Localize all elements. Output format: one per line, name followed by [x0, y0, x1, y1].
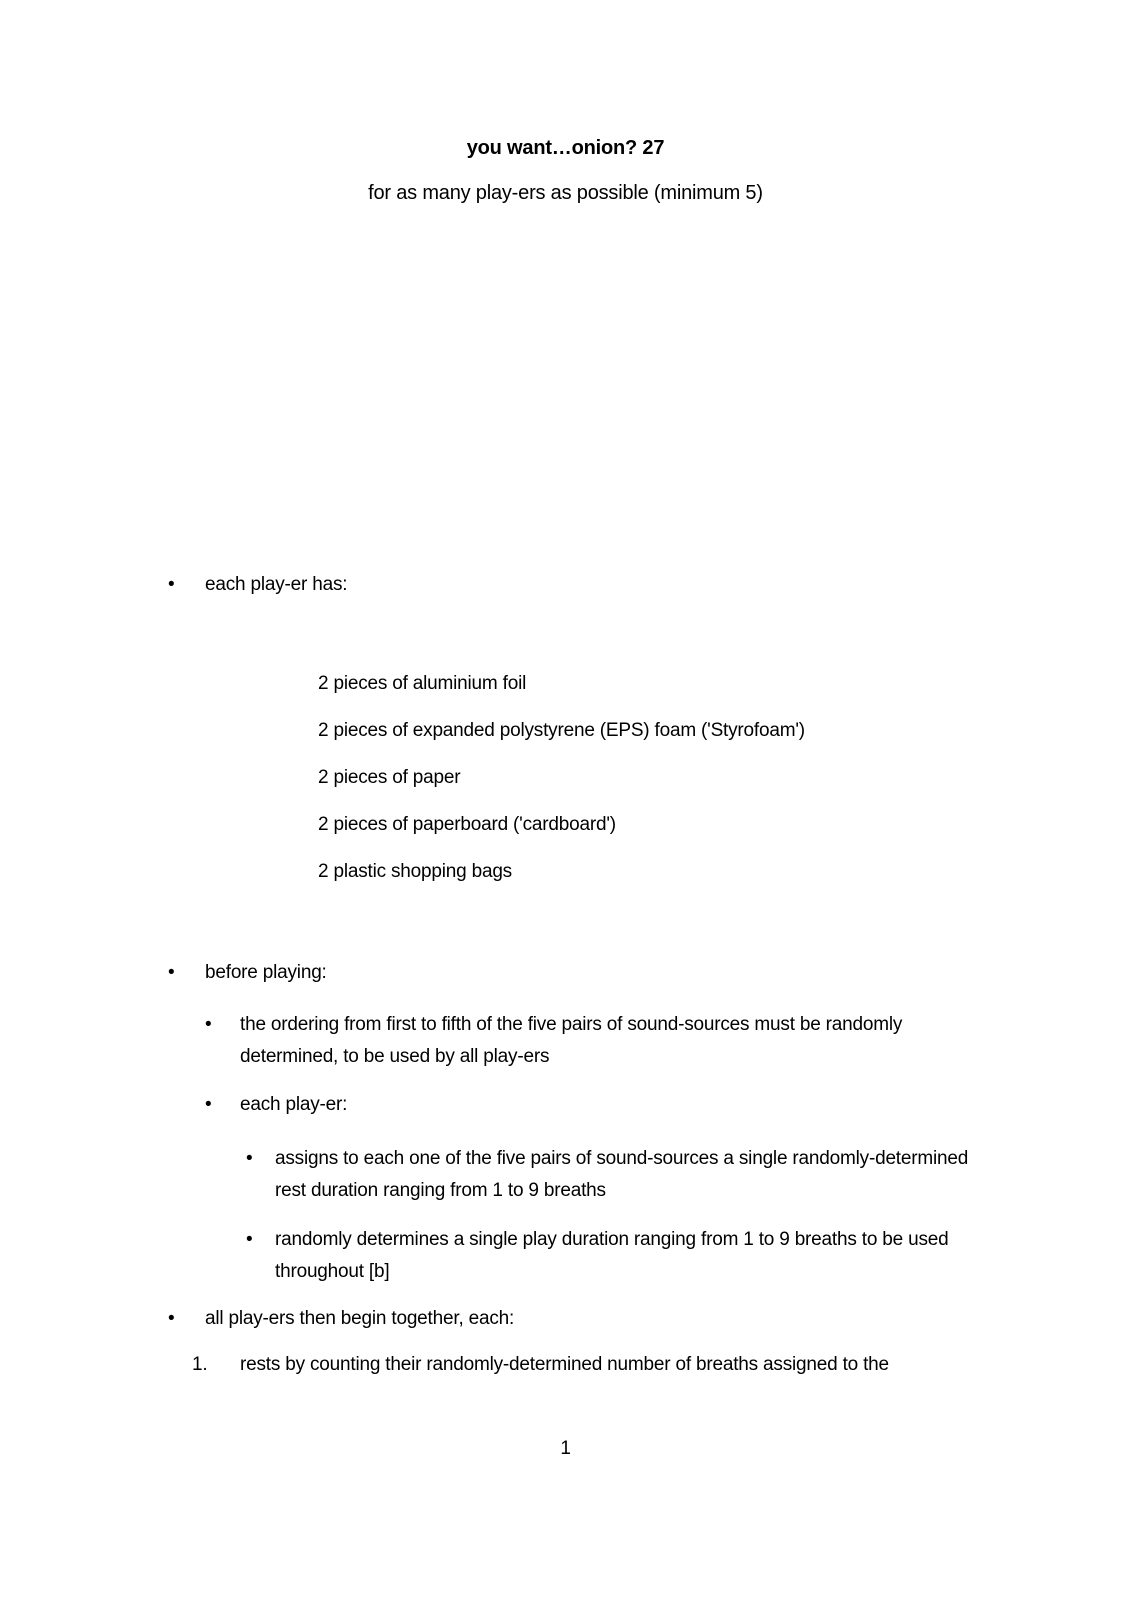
- bullet-item-text: [275, 1143, 968, 1207]
- material-item: 2 plastic shopping bags: [318, 861, 512, 882]
- page-title: you want…onion? 27: [466, 137, 665, 159]
- list-number: 1.: [192, 1354, 208, 1375]
- bullet-icon: •: [246, 1229, 253, 1250]
- bullet-item-text: [275, 1224, 948, 1288]
- text-line: determined, to be used by all play-ers: [240, 1046, 550, 1067]
- bullet-item-each-player: [205, 1089, 347, 1121]
- bullet-icon: •: [205, 1094, 212, 1115]
- material-item: 2 pieces of expanded polystyrene (EPS) foam ('Styrofoam'): [318, 720, 805, 741]
- text-line: randomly determines a single play duration ranging from 1 to 9 breaths to be used: [275, 1229, 949, 1250]
- bullet-icon: •: [246, 1148, 253, 1169]
- text-line: throughout [b]: [275, 1261, 390, 1282]
- material-item: 2 pieces of aluminium foil: [318, 673, 527, 694]
- text-line: the ordering from first to fifth of the five pairs of sound-sources must be randomly: [240, 1014, 903, 1035]
- bullet-item-label: all play-ers then begin together, each:: [205, 1308, 515, 1329]
- bullet-item-each-player-has: [168, 569, 347, 601]
- bullet-item-text: [240, 1009, 902, 1073]
- text-line: assigns to each one of the five pairs of sound-sources a single randomly-determined: [275, 1148, 969, 1169]
- bullet-item-play-duration: [246, 1224, 948, 1288]
- page-subtitle: for as many play-ers as possible (minimum 5): [368, 182, 763, 204]
- material-item: 2 pieces of paper: [318, 767, 461, 788]
- bullet-icon: •: [205, 1014, 212, 1035]
- bullet-item-assigns: [246, 1143, 968, 1207]
- bullet-icon: •: [168, 574, 175, 595]
- material-item: 2 pieces of paperboard ('cardboard'): [318, 814, 616, 835]
- bullet-item-label: each play-er has:: [205, 574, 348, 595]
- bullet-icon: •: [168, 962, 175, 983]
- bullet-item-label: each play-er:: [240, 1094, 348, 1115]
- bullet-item-before-playing: [168, 957, 327, 989]
- numbered-item-text: rests by counting their randomly-determined number of breaths assigned to the: [240, 1354, 889, 1375]
- text-line: rest duration ranging from 1 to 9 breaths: [275, 1180, 606, 1201]
- bullet-item-ordering: [205, 1009, 902, 1073]
- numbered-item-1: [192, 1349, 889, 1381]
- page-number: 1: [560, 1438, 571, 1459]
- bullet-item-label: before playing:: [205, 962, 327, 983]
- bullet-item-begin-together: [168, 1303, 514, 1335]
- bullet-icon: •: [168, 1308, 175, 1329]
